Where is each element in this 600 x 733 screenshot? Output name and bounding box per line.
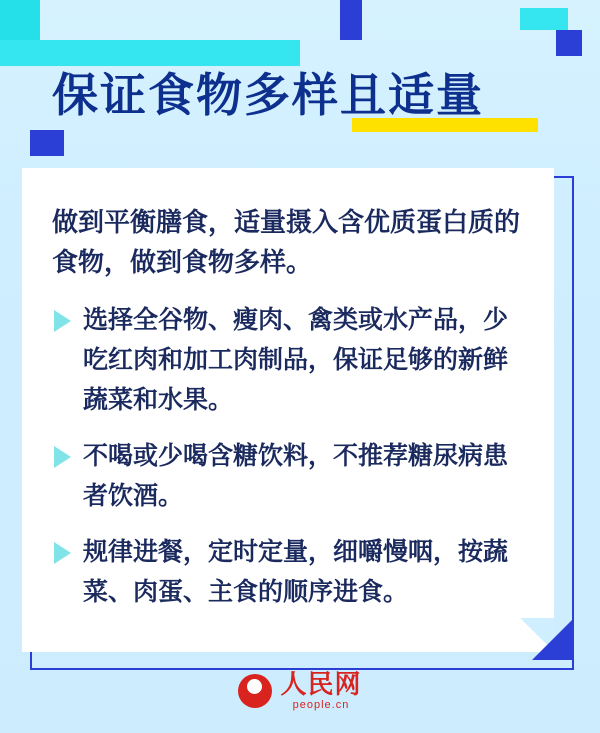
triangle-bullet-icon xyxy=(54,446,71,468)
bullet-list xyxy=(52,300,524,612)
logo-english-name: people.cn xyxy=(292,699,350,711)
triangle-bullet-icon xyxy=(54,310,71,332)
decoration-blue-left-block xyxy=(30,130,64,156)
triangle-bullet-icon xyxy=(54,542,71,564)
page-title: 保证食物多样且适量 xyxy=(52,69,484,121)
content-card xyxy=(22,168,554,652)
list-item xyxy=(52,300,524,420)
list-item-text: 不喝或少喝含糖饮料，不推荐糖尿病患者饮酒。 xyxy=(83,442,509,510)
decoration-cyan-top-right xyxy=(520,8,568,30)
list-item-text: 规律进餐，定时定量，细嚼慢咽，按蔬菜、肉蛋、主食的顺序进食。 xyxy=(83,538,509,606)
decoration-cyan-top-left xyxy=(0,0,40,40)
list-item xyxy=(52,436,524,516)
intro-paragraph: 做到平衡膳食，适量摄入含优质蛋白质的食物，做到食物多样。 xyxy=(52,207,521,277)
list-item xyxy=(52,532,524,612)
decoration-cyan-band xyxy=(0,40,300,66)
decoration-blue-top-right xyxy=(556,30,582,56)
logo-chinese-name: 人民网 xyxy=(280,669,362,699)
decoration-blue-top-strip xyxy=(340,0,362,40)
list-item-text: 选择全谷物、瘦肉、禽类或水产品，少吃红肉和加工肉制品，保证足够的新鲜蔬菜和水果。 xyxy=(83,306,509,414)
logo-text-group xyxy=(280,671,361,711)
people-cn-logo-icon xyxy=(238,674,272,708)
footer-logo xyxy=(0,663,600,719)
